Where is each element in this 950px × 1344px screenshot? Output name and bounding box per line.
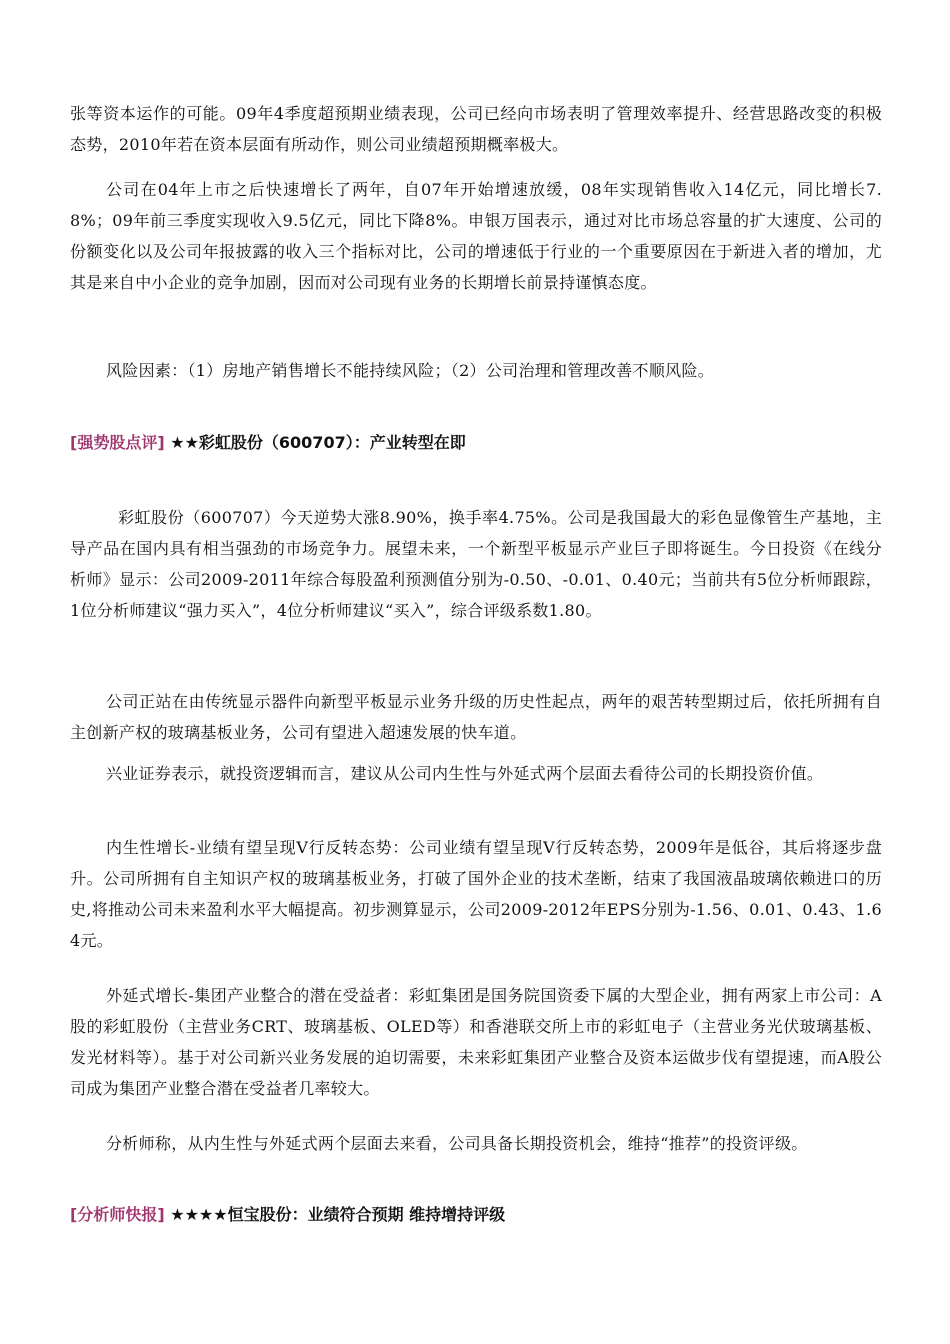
paragraph-transition-point: 公司正站在由传统显示器件向新型平板显示业务升级的历史性起点，两年的艰苦转型期过后，依托所拥有自主创新产权的玻璃基板业务，公司有望进入超速发展的快车道。 bbox=[70, 692, 882, 742]
paragraph-risk-factors: 风险因素：（1）房地产销售增长不能持续风险；（2）公司治理和管理改善不顺风险。 bbox=[106, 361, 715, 380]
section-heading-analyst-flash bbox=[70, 1203, 882, 1227]
paragraph-investment-logic: 兴业证券表示，就投资逻辑而言，建议从公司内生性与外延式两个层面去看待公司的长期投资价值。 bbox=[106, 764, 824, 783]
section-tag: [强势股点评] bbox=[70, 433, 165, 452]
paragraph-endogenous-growth: 内生性增长-业绩有望呈现V行反转态势：公司业绩有望呈现V行反转态势，2009年是低谷，其后将逐步盘升。公司所拥有自主知识产权的玻璃基板业务，打破了国外企业的技术垄断，结束了我国液晶玻璃依赖进口的历史,将推动公司未来盈利水平大幅提高。初步测算显示，公司2009-2012年EPS分别为-1.56、0.01、0.43、1.64元。 bbox=[70, 838, 882, 950]
section-heading-strong-stock bbox=[70, 431, 882, 455]
rating-stars: ★★ bbox=[170, 433, 199, 452]
section-title: 彩虹股份（600707）：产业转型在即 bbox=[198, 433, 466, 452]
paragraph-external-growth: 外延式增长-集团产业整合的潜在受益者：彩虹集团是国务院国资委下属的大型企业，拥有两家上市公司：A股的彩虹股份（主营业务CRT、玻璃基板、OLED等）和香港联交所上市的彩虹电子（主营业务光伏玻璃基板、发光材料等）。基于对公司新兴业务发展的迫切需要，未来彩虹集团产业整合及资本运做步伐有望提速，而A股公司成为集团产业整合潜在受益者几率较大。 bbox=[70, 986, 882, 1098]
section-tag: [分析师快报] bbox=[70, 1205, 165, 1224]
paragraph-capital-operation: 张等资本运作的可能。09年4季度超预期业绩表现，公司已经向市场表明了管理效率提升、经营思路改变的积极态势，2010年若在资本层面有所动作，则公司业绩超预期概率极大。 bbox=[70, 104, 882, 154]
paragraph-growth-history: 公司在04年上市之后快速增长了两年，自07年开始增速放缓，08年实现销售收入14亿元，同比增长7.8%；09年前三季度实现收入9.5亿元，同比下降8%。申银万国表示，通过对比市场总容量的扩大速度、公司的份额变化以及公司年报披露的收入三个指标对比，公司的增速低于行业的一个重要原因在于新进入者的增加，尤其是来自中小企业的竞争加剧，因而对公司现有业务的长期增长前景持谨慎态度。 bbox=[70, 180, 882, 292]
section-title: 恒宝股份：业绩符合预期 维持增持评级 bbox=[227, 1205, 506, 1224]
rating-stars: ★★★★ bbox=[170, 1205, 228, 1224]
paragraph-analyst-rating: 分析师称，从内生性与外延式两个层面去来看，公司具备长期投资机会，维持“推荐”的投资评级。 bbox=[106, 1134, 808, 1153]
paragraph-caihong-overview: 彩虹股份（600707）今天逆势大涨8.90%，换手率4.75%。公司是我国最大的彩色显像管生产基地，主导产品在国内具有相当强劲的市场竞争力。展望未来，一个新型平板显示产业巨子即将诞生。今日投资《在线分析师》显示：公司2009-2011年综合每股盈利预测值分别为-0.50、-0.01、0.40元；当前共有5位分析师跟踪，1位分析师建议“强力买入”，4位分析师建议“买入”，综合评级系数1.80。 bbox=[70, 508, 882, 620]
